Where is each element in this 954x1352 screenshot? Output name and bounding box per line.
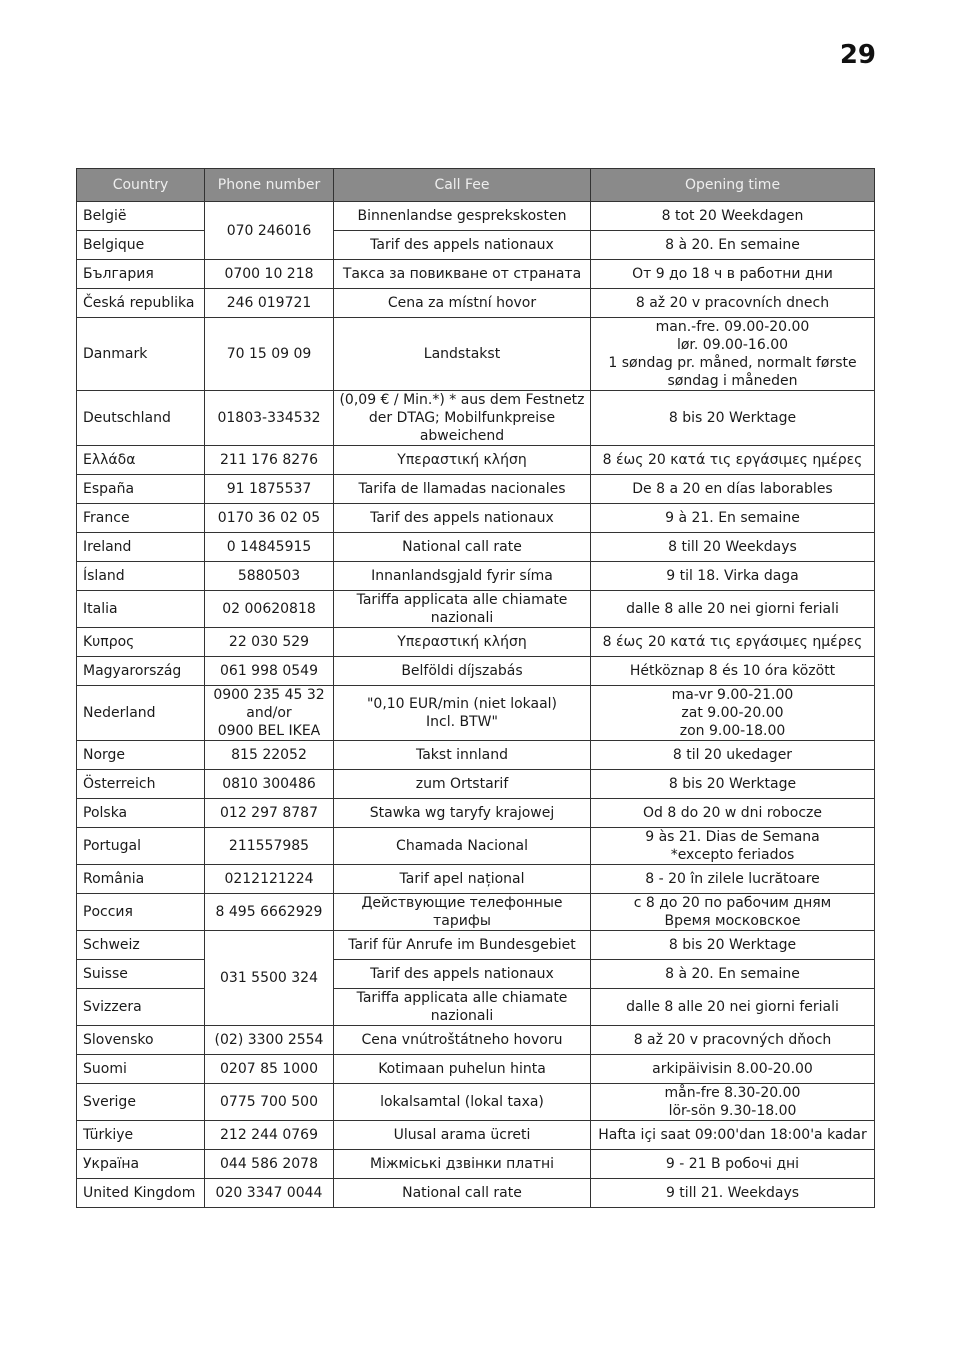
country-cell: España: [77, 475, 205, 504]
fee-cell: National call rate: [334, 1179, 591, 1208]
country-cell: Italia: [77, 591, 205, 628]
phone-cell: 02 00620818: [205, 591, 334, 628]
phone-cell: 020 3347 0044: [205, 1179, 334, 1208]
fee-cell: (0,09 € / Min.*) * aus dem Festnetz der DTAG; Mobilfunkpreise abweichend: [334, 391, 591, 446]
phone-cell: 5880503: [205, 562, 334, 591]
country-cell: Türkiye: [77, 1121, 205, 1150]
country-cell: Ελλάδα: [77, 446, 205, 475]
fee-cell: Cena vnútroštátneho hovoru: [334, 1026, 591, 1055]
fee-cell: Υπεραστική κλήση: [334, 628, 591, 657]
table-row: [77, 562, 875, 591]
table-header-row: [77, 169, 875, 202]
fee-cell: Tarif des appels nationaux: [334, 231, 591, 260]
country-cell: Sverige: [77, 1084, 205, 1121]
fee-cell: lokalsamtal (lokal taxa): [334, 1084, 591, 1121]
table-row: [77, 1179, 875, 1208]
hours-cell: 8 až 20 v pracovních dnech: [591, 289, 875, 318]
hours-cell: 8 bis 20 Werktage: [591, 931, 875, 960]
table-row: [77, 770, 875, 799]
hours-cell: Hafta içi saat 09:00'dan 18:00'a kadar: [591, 1121, 875, 1150]
fee-cell: Действующие телефонные тарифы: [334, 894, 591, 931]
hours-cell: с 8 до 20 по рабочим дням Время московское: [591, 894, 875, 931]
hours-cell: mån-fre 8.30-20.00 lör-sön 9.30-18.00: [591, 1084, 875, 1121]
country-cell: Ireland: [77, 533, 205, 562]
table-row: [77, 686, 875, 741]
fee-cell: Міжміські дзвінки платні: [334, 1150, 591, 1179]
phone-cell: 070 246016: [205, 202, 334, 260]
phone-cell: 061 998 0549: [205, 657, 334, 686]
table-row: [77, 391, 875, 446]
phone-cell: 70 15 09 09: [205, 318, 334, 391]
fee-cell: Binnenlandse gesprekskosten: [334, 202, 591, 231]
hours-cell: 9 - 21 В робочі дні: [591, 1150, 875, 1179]
country-cell: Україна: [77, 1150, 205, 1179]
hours-cell: От 9 до 18 ч в работни дни: [591, 260, 875, 289]
table-row: [77, 446, 875, 475]
table-row: [77, 1084, 875, 1121]
hours-cell: 8 bis 20 Werktage: [591, 770, 875, 799]
header-fee: Call Fee: [334, 169, 591, 202]
phone-cell: 0900 235 45 32 and/or 0900 BEL IKEA: [205, 686, 334, 741]
phone-cell: 246 019721: [205, 289, 334, 318]
hours-cell: 9 till 21. Weekdays: [591, 1179, 875, 1208]
country-cell: Polska: [77, 799, 205, 828]
fee-cell: Такса за повикване от страната: [334, 260, 591, 289]
hours-cell: De 8 a 20 en días laborables: [591, 475, 875, 504]
table-row: [77, 591, 875, 628]
hours-cell: 9 à 21. En semaine: [591, 504, 875, 533]
phone-cell: (02) 3300 2554: [205, 1026, 334, 1055]
phone-cell: 031 5500 324: [205, 931, 334, 1026]
phone-cell: 0700 10 218: [205, 260, 334, 289]
page-number: 29: [839, 40, 876, 70]
hours-cell: 8 bis 20 Werktage: [591, 391, 875, 446]
fee-cell: zum Ortstarif: [334, 770, 591, 799]
fee-cell: Cena za místní hovor: [334, 289, 591, 318]
country-cell: Κυπρος: [77, 628, 205, 657]
phone-cell: 8 495 6662929: [205, 894, 334, 931]
table-row: [77, 741, 875, 770]
fee-cell: Chamada Nacional: [334, 828, 591, 865]
hours-cell: dalle 8 alle 20 nei giorni feriali: [591, 591, 875, 628]
hours-cell: Od 8 do 20 w dni robocze: [591, 799, 875, 828]
country-cell: United Kingdom: [77, 1179, 205, 1208]
phone-cell: 212 244 0769: [205, 1121, 334, 1150]
country-cell: Suomi: [77, 1055, 205, 1084]
phone-cell: 0775 700 500: [205, 1084, 334, 1121]
country-cell: Magyarország: [77, 657, 205, 686]
hours-cell: 8 tot 20 Weekdagen: [591, 202, 875, 231]
country-cell: Norge: [77, 741, 205, 770]
fee-cell: Tarif apel național: [334, 865, 591, 894]
fee-cell: "0,10 EUR/min (niet lokaal) Incl. BTW": [334, 686, 591, 741]
phone-cell: 01803-334532: [205, 391, 334, 446]
table-row: [77, 1121, 875, 1150]
header-phone: Phone number: [205, 169, 334, 202]
hours-cell: 8 - 20 în zilele lucrătoare: [591, 865, 875, 894]
country-cell: Suisse: [77, 960, 205, 989]
fee-cell: Υπεραστική κλήση: [334, 446, 591, 475]
table-row: [77, 289, 875, 318]
fee-cell: National call rate: [334, 533, 591, 562]
hours-cell: 8 til 20 ukedager: [591, 741, 875, 770]
country-cell: Nederland: [77, 686, 205, 741]
table-row: [77, 894, 875, 931]
country-cell: Danmark: [77, 318, 205, 391]
phone-cell: 22 030 529: [205, 628, 334, 657]
country-cell: Österreich: [77, 770, 205, 799]
phone-cell: 0170 36 02 05: [205, 504, 334, 533]
country-cell: Deutschland: [77, 391, 205, 446]
hours-cell: 8 till 20 Weekdays: [591, 533, 875, 562]
table-row: [77, 202, 875, 231]
phone-cell: 815 22052: [205, 741, 334, 770]
table-row: [77, 960, 875, 989]
country-cell: Belgique: [77, 231, 205, 260]
fee-cell: Ulusal arama ücreti: [334, 1121, 591, 1150]
hours-cell: ma-vr 9.00-21.00 zat 9.00-20.00 zon 9.00-18.00: [591, 686, 875, 741]
hours-cell: 9 til 18. Virka daga: [591, 562, 875, 591]
country-cell: România: [77, 865, 205, 894]
phone-cell: 211557985: [205, 828, 334, 865]
fee-cell: Tarif des appels nationaux: [334, 960, 591, 989]
phone-cell: 044 586 2078: [205, 1150, 334, 1179]
header-hours: Opening time: [591, 169, 875, 202]
country-cell: Slovensko: [77, 1026, 205, 1055]
table-row: [77, 504, 875, 533]
table-row: [77, 989, 875, 1026]
phone-cell: 91 1875537: [205, 475, 334, 504]
country-cell: Portugal: [77, 828, 205, 865]
fee-cell: Belföldi díjszabás: [334, 657, 591, 686]
country-cell: Россия: [77, 894, 205, 931]
table-row: [77, 657, 875, 686]
country-cell: Svizzera: [77, 989, 205, 1026]
table-row: [77, 1055, 875, 1084]
hours-cell: 8 až 20 v pracovných dňoch: [591, 1026, 875, 1055]
table-row: [77, 628, 875, 657]
hours-cell: 8 à 20. En semaine: [591, 960, 875, 989]
hours-cell: dalle 8 alle 20 nei giorni feriali: [591, 989, 875, 1026]
fee-cell: Stawka wg taryfy krajowej: [334, 799, 591, 828]
table-row: [77, 318, 875, 391]
hours-cell: 8 έως 20 κατά τις εργάσιμες ημέρες: [591, 628, 875, 657]
country-cell: België: [77, 202, 205, 231]
country-cell: France: [77, 504, 205, 533]
table-body: [77, 202, 875, 1208]
phone-cell: 0207 85 1000: [205, 1055, 334, 1084]
hours-cell: 8 έως 20 κατά τις εργάσιμες ημέρες: [591, 446, 875, 475]
table-row: [77, 865, 875, 894]
table-row: [77, 799, 875, 828]
hours-cell: Hétköznap 8 és 10 óra között: [591, 657, 875, 686]
phone-cell: 0810 300486: [205, 770, 334, 799]
country-cell: България: [77, 260, 205, 289]
fee-cell: Tariffa applicata alle chiamate nazionali: [334, 989, 591, 1026]
fee-cell: Landstakst: [334, 318, 591, 391]
fee-cell: Takst innland: [334, 741, 591, 770]
table-row: [77, 260, 875, 289]
hours-cell: man.-fre. 09.00-20.00 lør. 09.00-16.00 1 søndag pr. måned, normalt første søndag i måneden: [591, 318, 875, 391]
phone-cell: 211 176 8276: [205, 446, 334, 475]
country-cell: Česká republika: [77, 289, 205, 318]
table-row: [77, 475, 875, 504]
country-cell: Ísland: [77, 562, 205, 591]
contact-table: [76, 168, 875, 1208]
fee-cell: Tarif für Anrufe im Bundesgebiet: [334, 931, 591, 960]
table-row: [77, 1150, 875, 1179]
phone-cell: 0 14845915: [205, 533, 334, 562]
header-country: Country: [77, 169, 205, 202]
table-row: [77, 231, 875, 260]
fee-cell: Innanlandsgjald fyrir síma: [334, 562, 591, 591]
fee-cell: Kotimaan puhelun hinta: [334, 1055, 591, 1084]
hours-cell: arkipäivisin 8.00-20.00: [591, 1055, 875, 1084]
table-row: [77, 1026, 875, 1055]
country-cell: Schweiz: [77, 931, 205, 960]
fee-cell: Tarif des appels nationaux: [334, 504, 591, 533]
fee-cell: Tariffa applicata alle chiamate nazionali: [334, 591, 591, 628]
fee-cell: Tarifa de llamadas nacionales: [334, 475, 591, 504]
hours-cell: 9 às 21. Dias de Semana *excepto feriados: [591, 828, 875, 865]
table-row: [77, 828, 875, 865]
table-row: [77, 931, 875, 960]
table-row: [77, 533, 875, 562]
phone-cell: 012 297 8787: [205, 799, 334, 828]
phone-cell: 0212121224: [205, 865, 334, 894]
hours-cell: 8 à 20. En semaine: [591, 231, 875, 260]
